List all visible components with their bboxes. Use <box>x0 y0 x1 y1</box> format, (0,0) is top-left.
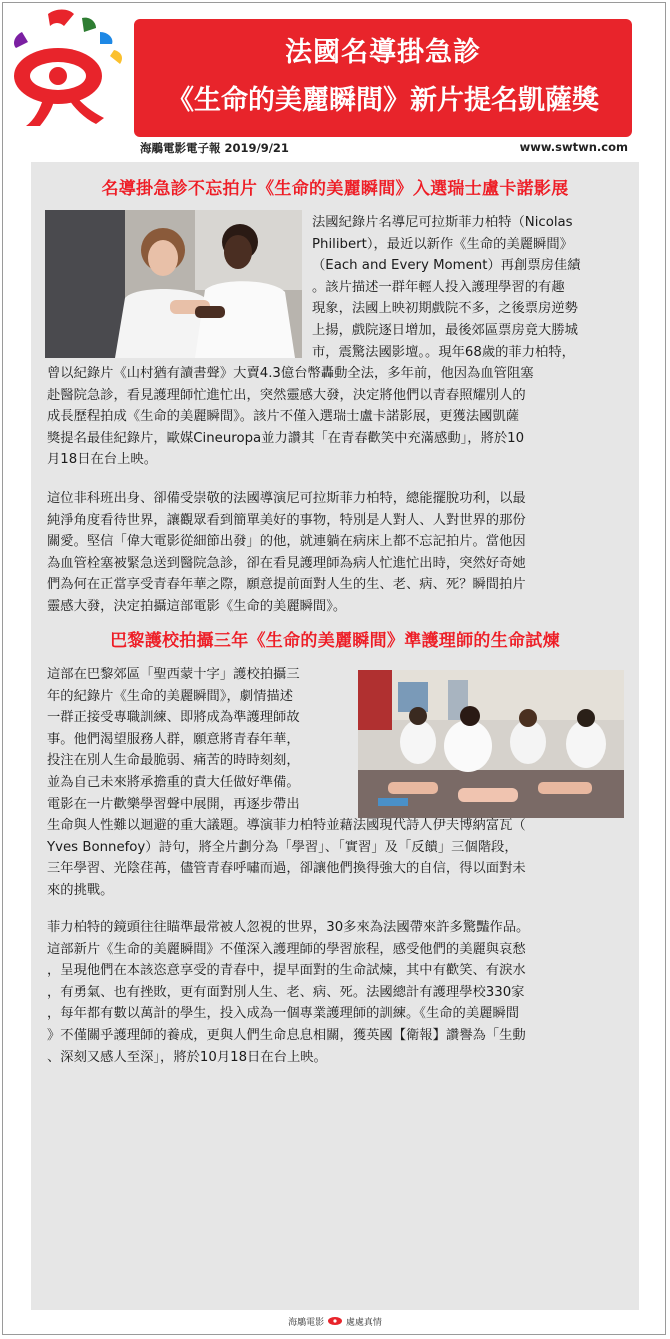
text-line: 法國紀錄片名導尼可拉斯菲力柏特（Nicolas <box>312 215 573 230</box>
text-line: 一群正接受專職訓練、即將成為準護理師故 <box>47 710 300 726</box>
text-line: 成長歷程拍成《生命的美麗瞬間》。該片不僅入選瑞士盧卡諾影展，更獲法國凱薩 <box>47 409 520 425</box>
section-2-heading: 巴黎護校拍攝三年《生命的美麗瞬間》準護理師的生命試煉 <box>110 631 560 651</box>
section-2-paragraph-2 <box>47 917 623 1068</box>
website-link[interactable]: www.swtwn.com <box>519 140 628 154</box>
text-line: 純淨角度看待世界，讓觀眾看到簡單美好的事物，特別是人對人、人對世界的那份 <box>47 512 526 528</box>
text-line: 這位非科班出身、卻備受崇敬的法國導演尼可拉斯菲力柏特，總能擺脫功利，以最 <box>47 491 526 506</box>
text-line: 們為何在正當享受青春年華之際，願意提前面對人生的生、老、病、死？瞬間拍片 <box>47 577 526 593</box>
section-1-heading: 名導掛急診不忘拍片《生命的美麗瞬間》入選瑞士盧卡諾影展 <box>101 179 569 199</box>
text-line: 生命與人性難以迴避的重大議題。導演菲力柏特並藉法國現代詩人伊夫博納富瓦（ <box>47 818 526 833</box>
text-line: 市，震驚法國影壇。。現年68歲的菲力柏特， <box>312 344 575 360</box>
footer-logo-icon <box>327 1314 343 1328</box>
article-body <box>31 162 639 1310</box>
text-line: 現象，法國上映初期戲院不多，之後票房逆勢 <box>312 301 578 317</box>
text-line: 靈感大發，決定拍攝這部電影《生命的美麗瞬間》。 <box>47 598 347 614</box>
section-2-paragraph-1-continued <box>47 815 623 901</box>
text-line: 關愛。堅信「偉大電影從細節出發」的他，就連躺在病床上都不忘記拍片。當他因 <box>47 534 526 550</box>
text-line: 年的紀錄片《生命的美麗瞬間》，劇情描述 <box>47 688 293 704</box>
section-1-paragraph-2 <box>47 488 623 618</box>
text-line: Yves Bonnefoy）詩句，將全片劃分為「學習」、「實習」及「反饋」三個階段， <box>47 839 518 855</box>
section-1-intro-text <box>312 212 630 363</box>
footer-slogan: 處處真情 <box>345 1317 382 1328</box>
headline-line-1: 法國名導掛急診 <box>285 37 481 68</box>
nursing-cpr-training-photo <box>358 670 624 818</box>
footer <box>0 1314 670 1328</box>
section-2-intro-text <box>47 664 357 815</box>
text-line: ，有勇氣、也有挫敗，更有面對別人生、老、病、死。法國總計有護理學校330家 <box>47 984 525 1000</box>
text-line: 赴醫院急診，看見護理師忙進忙出，突然靈感大發，決定將他們以青春照耀別人的 <box>47 387 526 403</box>
swtwn-logo-icon <box>4 4 132 132</box>
text-line: 並為自己未來將承擔重的責大任做好準備。 <box>47 774 300 790</box>
footer-brand: 海鵰電影 <box>288 1317 325 1328</box>
headline-banner <box>134 19 632 137</box>
nursing-students-photo-1 <box>45 210 302 358</box>
text-line: 為血管栓塞被緊急送到醫院急診，卻在看見護理師為病人忙進忙出時，突然好奇她 <box>47 555 526 571</box>
text-line: 獎提名最佳紀錄片，歐媒Cineuropa並力讚其「在青春歡笑中充滿感動」，將於10 <box>47 430 525 446</box>
text-line: 曾以紀錄片《山村猶有讀書聲》大賣4.3億台幣轟動全法，多年前，他因為血管阻塞 <box>47 366 534 381</box>
text-line: 。該片描述一群年輕人投入護理學習的有趣 <box>312 279 565 295</box>
text-line: Philibert），最近以新作《生命的美麗瞬間》 <box>312 236 573 252</box>
text-line: ，呈現他們在本該恣意享受的青春中，提早面對的生命試煉，其中有歡笑、有淚水 <box>47 963 526 979</box>
headline-line-2: 《生命的美麗瞬間》新片提名凱薩獎 <box>167 85 599 116</box>
publication-date: 海鵰電影電子報 2019/9/21 <box>140 141 289 155</box>
text-line: 》不僅關乎護理師的養成，更與人們生命息息相關，獲英國【衛報】讚譽為「生動 <box>47 1027 526 1043</box>
text-line: 來的挑戰。 <box>47 882 114 898</box>
text-line: 、深刻又感人至深」，將於10月18日在台上映。 <box>47 1049 327 1065</box>
text-line: 事。他們渴望服務人群，願意將青春年華， <box>47 731 300 747</box>
text-line: ，每年都有數以萬計的學生，投入成為一個專業護理師的訓練。《生命的美麗瞬間 <box>47 1006 520 1022</box>
text-line: （Each and Every Moment）再創票房佳績 <box>312 258 581 274</box>
text-line: 上揚，戲院逐日增加，最後郊區票房竟大勝城 <box>312 322 578 338</box>
text-line: 三年學習、光陰荏苒，儘管青春呼嘯而過，卻讓他們換得強大的自信，得以面對未 <box>47 861 526 877</box>
text-line: 這部在巴黎郊區「聖西蒙十字」護校拍攝三 <box>47 667 300 682</box>
text-line: 電影在一片歡樂學習聲中展開，再逐步帶出 <box>47 796 300 812</box>
text-line: 這部新片《生命的美麗瞬間》不僅深入護理師的學習旅程，感受他們的美麗與哀愁 <box>47 941 526 957</box>
section-1-paragraph-1-continued <box>47 363 623 471</box>
text-line: 月18日在台上映。 <box>47 452 157 468</box>
text-line: 菲力柏特的鏡頭往往瞄準最常被人忽視的世界，30多來為法國帶來許多驚豔作品。 <box>47 920 530 935</box>
text-line: 投注在別人生命最脆弱、痛苦的時時刻刻， <box>47 753 300 769</box>
